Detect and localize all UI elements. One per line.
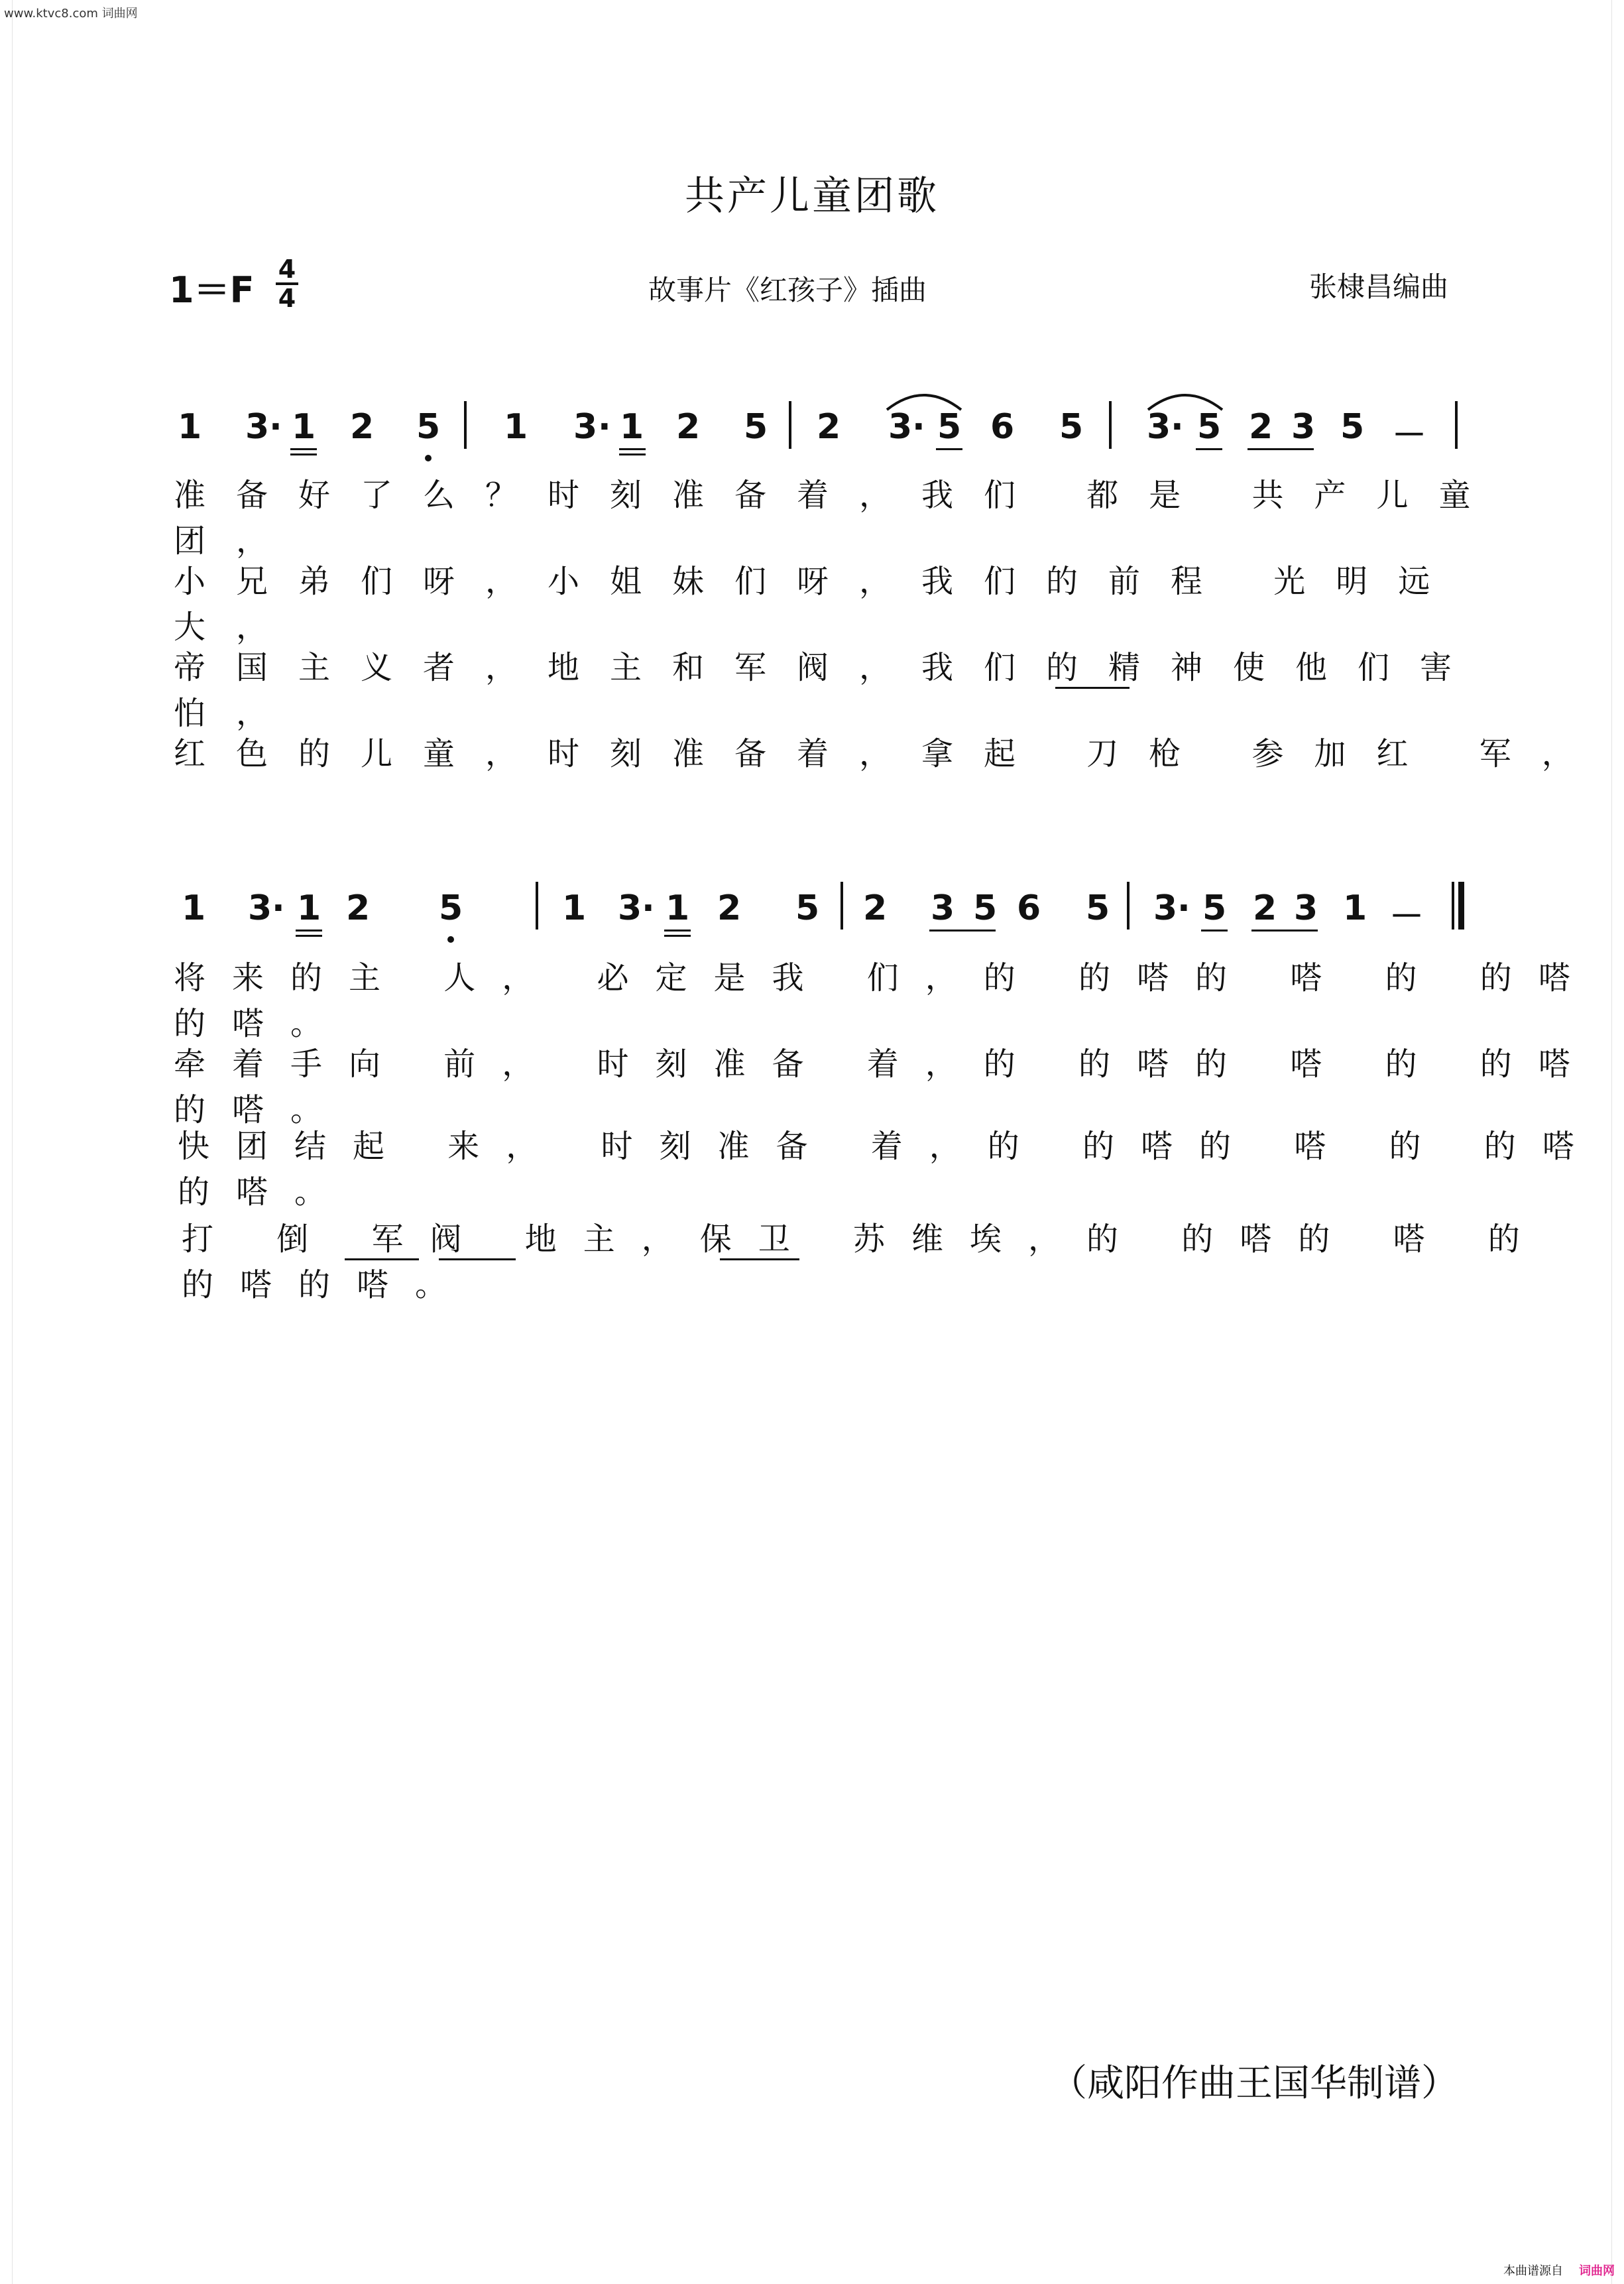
note: 1 (297, 888, 321, 928)
note: 6 (990, 407, 1015, 447)
lyric-underline (1055, 687, 1130, 689)
note: 5 (416, 407, 441, 447)
note: 5 (973, 888, 998, 928)
lower-octave-dot (425, 455, 432, 461)
lyric-verse-4: 红色的儿童，时刻准备着，拿起 刀枪 参加红 军， (174, 735, 1604, 772)
beam (1196, 448, 1222, 450)
note: 1 (178, 407, 202, 447)
note: 3 (245, 407, 270, 447)
beam (296, 935, 322, 937)
note: 5 (744, 407, 768, 447)
note: 3 (1153, 888, 1178, 928)
time-signature-bottom: 4 (278, 284, 296, 313)
dash: － (1392, 416, 1427, 455)
note-dot: · (1177, 888, 1190, 928)
time-signature (273, 255, 301, 313)
note: 3 (573, 407, 598, 447)
barline (464, 401, 467, 449)
beam (929, 930, 996, 932)
final-barline-thick (1458, 882, 1464, 930)
dash: － (1389, 897, 1424, 937)
lyric-verse-4-line-2: 打 倒 军阀 地主，保卫 苏维埃，的 的嗒的 嗒 的 的嗒的嗒。 (182, 1221, 1546, 1303)
note-dot: · (642, 888, 655, 928)
note: 1 (620, 407, 644, 447)
note: 5 (1086, 888, 1110, 928)
lyric-underline (720, 1258, 799, 1260)
note: 3 (1291, 407, 1316, 447)
note: 3 (618, 888, 642, 928)
beam (619, 448, 646, 450)
note: 2 (863, 888, 888, 928)
lower-octave-dot (447, 936, 454, 943)
beam (664, 935, 691, 937)
note: 1 (562, 888, 587, 928)
note: 3 (248, 888, 272, 928)
note-dot: · (912, 407, 925, 447)
beam (290, 448, 317, 450)
note-dot: · (598, 407, 611, 447)
transcriber-credit: （咸阳作曲王国华制谱） (1050, 2062, 1458, 2105)
note: 5 (439, 888, 463, 928)
lyric-verse-3: 帝国主义者，地主和军阀，我们的精神使他们害 怕， (174, 649, 1483, 732)
barline (1127, 882, 1130, 930)
composer: 张棣昌编曲 (1309, 270, 1449, 303)
note-dot: · (1171, 407, 1184, 447)
note: 2 (676, 407, 701, 447)
beam (936, 448, 962, 450)
site-url[interactable]: www.ktvc8.com 词曲网 (4, 7, 138, 21)
note: 3 (1294, 888, 1318, 928)
lyric-verse-1-line-2: 将来的主 人， 必定是我 们，的 的嗒的 嗒 的 的嗒的嗒。 (174, 959, 1597, 1042)
beam (290, 453, 317, 455)
note: 1 (292, 407, 316, 447)
left-margin-strip (0, 0, 13, 2284)
barline (841, 882, 843, 930)
lyric-underline (439, 1258, 516, 1260)
beam (1251, 930, 1318, 932)
song-title: 共产儿童团歌 (685, 173, 939, 219)
note: 2 (1253, 888, 1277, 928)
slur (884, 386, 964, 412)
note: 2 (817, 407, 841, 447)
footer-source: 本曲谱源自 (1503, 2264, 1563, 2278)
lyric-verse-2: 小兄弟们呀，小姐妹们呀，我们的前程 光明远 大， (174, 563, 1461, 646)
beam (1201, 930, 1228, 932)
note: 3 (888, 407, 913, 447)
footer (1503, 2261, 1615, 2279)
note: 5 (795, 888, 820, 928)
note: 3 (931, 888, 955, 928)
song-subtitle: 故事片《红孩子》插曲 (648, 274, 927, 306)
note: 5 (1059, 407, 1084, 447)
note: 5 (1340, 407, 1365, 447)
note: 5 (1197, 407, 1222, 447)
lyric-verse-1: 准备好了么？时刻准备着，我们 都是 共产儿童团， (174, 477, 1501, 560)
beam (619, 453, 646, 455)
note: 3 (1147, 407, 1171, 447)
key-signature: 1＝F (169, 269, 255, 311)
note-dot: · (272, 888, 285, 928)
note: 2 (346, 888, 371, 928)
barline (789, 401, 791, 449)
lyric-verse-3-line-2: 快团结起 来， 时刻准备 着，的 的嗒的 嗒 的 的嗒的嗒。 (178, 1128, 1601, 1211)
beam (1247, 448, 1314, 450)
note: 5 (1202, 888, 1227, 928)
beam (664, 930, 691, 932)
slur (1145, 386, 1225, 412)
note: 5 (937, 407, 962, 447)
final-barline-thin (1452, 882, 1454, 930)
lyric-underline (345, 1258, 419, 1260)
footer-brand-link[interactable]: 词曲网 (1579, 2264, 1615, 2278)
note-dot: · (269, 407, 282, 447)
barline (536, 882, 538, 930)
note: 1 (182, 888, 206, 928)
note: 2 (717, 888, 742, 928)
note: 1 (1343, 888, 1367, 928)
barline (1109, 401, 1112, 449)
note: 2 (350, 407, 375, 447)
note: 6 (1017, 888, 1041, 928)
note: 2 (1249, 407, 1273, 447)
lyric-verse-2-line-2: 牵着手向 前， 时刻准备 着，的 的嗒的 嗒 的 的嗒的嗒。 (174, 1046, 1597, 1128)
barline (1455, 401, 1458, 449)
beam (296, 930, 322, 932)
note: 1 (666, 888, 690, 928)
note: 1 (504, 407, 528, 447)
time-signature-top: 4 (278, 255, 296, 284)
